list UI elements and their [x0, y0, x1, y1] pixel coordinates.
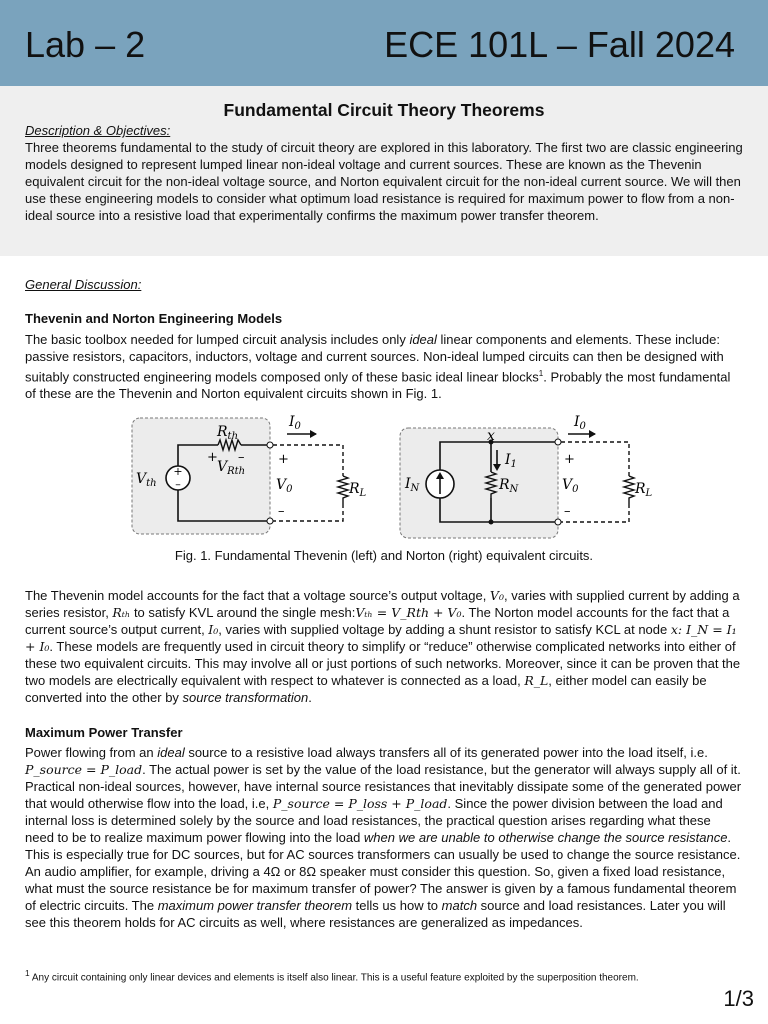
rl-label-right: $R_L$ [635, 481, 653, 499]
footnote: $^1$ Any circuit containing only linear devices and elements is itself also linear. This is a useful feature exploited by the superposition theorem. [25, 968, 639, 984]
rn-label: $R_N$ [499, 477, 519, 495]
figure-caption: Fig. 1. Fundamental Thevenin (left) and Norton (right) equivalent circuits. [174, 548, 594, 563]
vth-label: $V_{th}$ [136, 471, 157, 489]
svg-text:–: – [175, 478, 181, 491]
paragraph-3: Power flowing from an ideal source to a resistive load always transfers all of its generated power into the load itself, i.e. P_source = P_load. The actual power is set by the value of the load resistance, but the generator will always supply all of it. Practical non-ideal sources, however, have internal source resistances that inevitably dissipate some of the generated power that would otherwise flow into the load, i.e, P_source = P_loss + P_load. Since the power division between the load and internal loss is determined solely by the source and load resistances, the practical question arises regarding what these need to be to realize maximum power flowing into the load when we are unable to otherwise change the source resistance. This is especially true for DC sources, but for AC sources transformers can usually be used to change the source resistance. An audio amplifier, for example, driving a 4Ω or 8Ω speaker must consider this question. So, given a fixed load resistance, what must the source resistance be for maximum transfer of power? The answer is given by a famous fundamental theorem of electric circuits. The maximum power transfer theorem tells us how to match source and load resistances. Later you will see this theorem holds for AC circuits as well, where resistances are generalized as impedances. [25, 745, 742, 930]
i1-label: $I_1$ [505, 452, 517, 470]
vrth-label: $V_{Rth}$ [217, 459, 246, 477]
svg-text:+: + [278, 452, 289, 467]
paragraph-1: The basic toolbox needed for lumped circuit analysis includes only ideal linear components and elements. These include: passive resistors, capacitors, inductors, voltage and current sources. Non-ideal lumped circuits can then be designed with suitably constructed engineering models composed only of these basic ideal linear blocks$^1$. Probably the most fundamental of these are the Thevenin and Norton equivalent circuits shown in Fig. 1. [25, 332, 731, 402]
rth-label: $R_{th}$ [217, 424, 239, 442]
rl-resistor-right [624, 476, 634, 504]
thevenin-box [132, 418, 270, 534]
paragraph-2: The Thevenin model accounts for the fact that a voltage source’s output voltage, V₀, varies with supplied current by adding a series resistor, Rₜₕ to satisfy KVL around the single mesh:Vₜₕ = V_Rth + V₀. The Norton model accounts for the fact that a current source’s output current, I₀, varies with supplied voltage by adding a shunt resistor to satisfy KCL at node x: I_N = I₁ + I₀. These models are frequently used in circuit theory to simplify or “reduce” otherwise complicated networks into either of these two equivalent circuits. This may involve all or just portions of such networks. Moreover, since it can be proven that the two models are electrically equivalent with respect to whatever is connected as a load, R_L, either model can easily be converted into the other by source transformation. [25, 588, 741, 705]
i0-label-right: $I_0$ [574, 414, 586, 432]
rl-resistor-left [338, 476, 348, 504]
course-title: ECE 101L – Fall 2024 [384, 24, 735, 65]
v0-label-right: $V_0$ [562, 477, 579, 495]
v0-label-left: $V_0$ [276, 477, 293, 495]
rl-label-left: $R_L$ [349, 481, 367, 499]
node-x-label: x [487, 428, 495, 444]
in-label: $I_N$ [405, 476, 420, 494]
thevenin-norton-heading: Thevenin and Norton Engineering Models [25, 311, 283, 326]
description-text: Three theorems fundamental to the study of circuit theory are explored in this laboratory. The first two are classic engineering models designed to represent lumped linear non-ideal voltage and current sources. These are known as the Thevenin equivalent circuit for the non-ideal voltage source, and Norton equivalent circuit for the non-ideal current source. We will then use these engineering models to consider what optimum load resistance is required for maximum power to flow from a non-ideal source into a resistive load that experimentally confirms the maximum power transfer theorem. [25, 140, 743, 223]
i0-label-left: $I_0$ [289, 414, 301, 432]
circuit-figure [0, 408, 768, 543]
svg-text:+: + [564, 452, 575, 467]
max-power-heading: Maximum Power Transfer [25, 725, 183, 740]
document-title: Fundamental Circuit Theory Theorems [223, 100, 545, 120]
svg-text:+: + [173, 465, 183, 478]
general-discussion-heading: General Discussion: [25, 277, 142, 292]
svg-text:+: + [207, 450, 218, 465]
svg-text:–: – [238, 450, 245, 465]
svg-text:–: – [564, 504, 571, 519]
lab-title: Lab – 2 [25, 24, 146, 65]
svg-text:–: – [278, 504, 285, 519]
description-heading: Description & Objectives: [25, 123, 171, 138]
page-number: 1/3 [723, 986, 754, 1011]
